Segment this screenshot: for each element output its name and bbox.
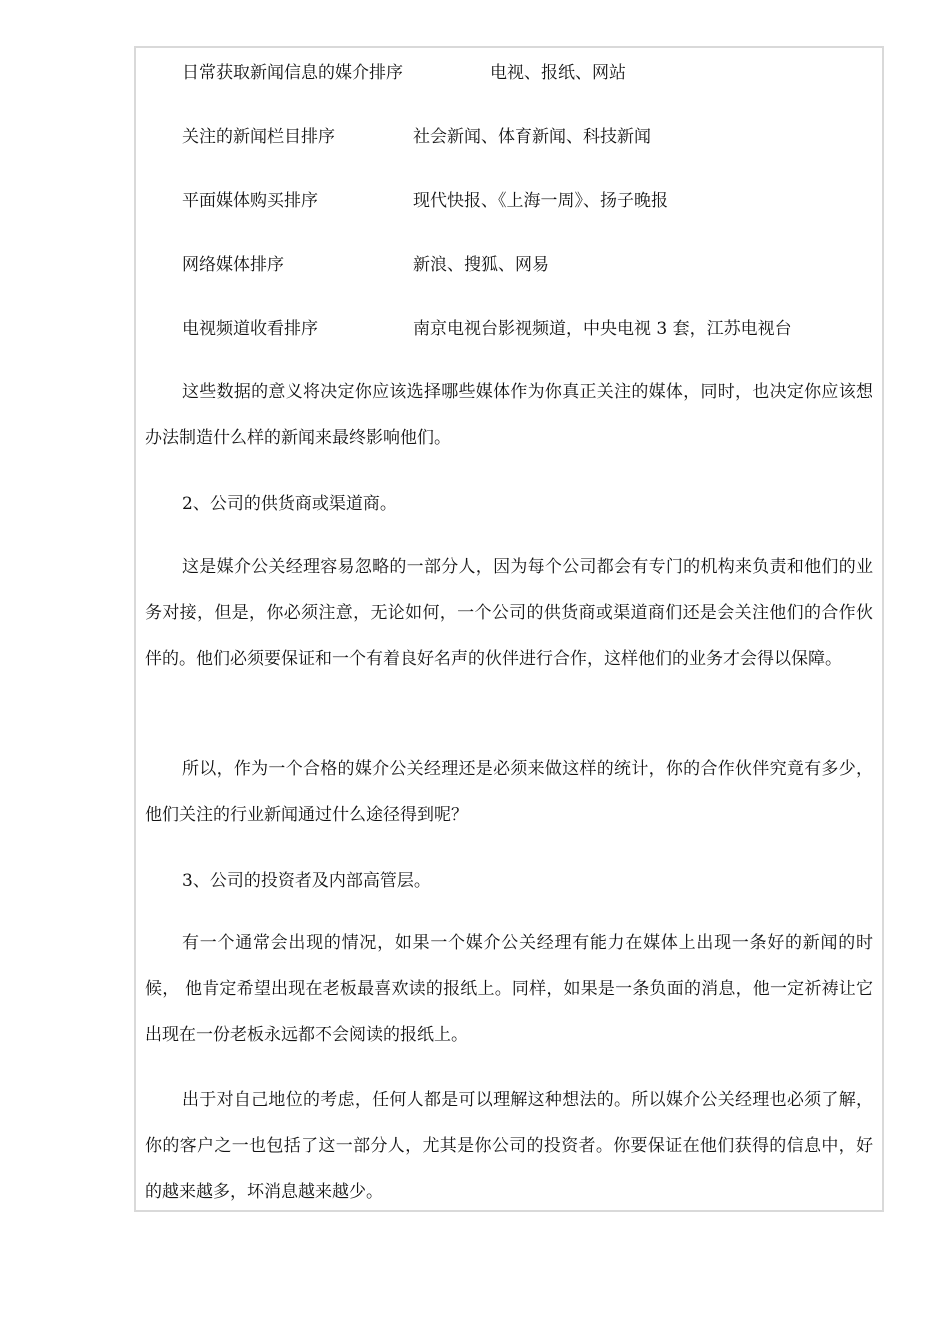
table-row-value: 电视、报纸、网站 <box>490 63 626 83</box>
table-row-value: 新浪、搜狐、网易 <box>413 255 549 275</box>
section-heading-suppliers: 2、公司的供货商或渠道商。 <box>182 494 397 514</box>
paragraph-statistics: 所以，作为一个合格的媒介公关经理还是必须来做这样的统计，你的合作伙伴究竟有多少，他们关注的行业新闻通过什么途径得到呢？ <box>145 759 873 825</box>
paragraph-suppliers: 这是媒介公关经理容易忽略的一部分人，因为每个公司都会有专门的机构来负责和他们的业务对接，但是，你必须注意，无论如何，一个公司的供货商或渠道商们还是会关注他们的合作伙伴的。他们必须要保证和一个有着良好名声的伙伴进行合作，这样他们的业务才会得以保障。 <box>145 557 873 669</box>
table-row-label: 日常获取新闻信息的媒介排序 <box>182 63 403 83</box>
table-row-label: 电视频道收看排序 <box>182 319 318 339</box>
table-row-value: 现代快报、《上海一周》、扬子晚报 <box>413 191 668 211</box>
paragraph-data-meaning: 这些数据的意义将决定你应该选择哪些媒体作为你真正关注的媒体，同时，也决定你应该想办法制造什么样的新闻来最终影响他们。 <box>145 382 873 448</box>
paragraph-self-interest: 出于对自己地位的考虑，任何人都是可以理解这种想法的。所以媒介公关经理也必须了解，你的客户之一也包括了这一部分人，尤其是你公司的投资者。你要保证在他们获得的信息中，好的越来越多，坏消息越来越少。 <box>145 1090 873 1202</box>
table-row-label: 关注的新闻栏目排序 <box>182 127 335 147</box>
table-row-label: 平面媒体购买排序 <box>182 191 318 211</box>
table-row-value: 社会新闻、体育新闻、科技新闻 <box>413 127 651 147</box>
table-row-label: 网络媒体排序 <box>182 255 284 275</box>
table-row-value: 南京电视台影视频道，中央电视 3 套，江苏电视台 <box>413 319 792 339</box>
paragraph-investors: 有一个通常会出现的情况，如果一个媒介公关经理有能力在媒体上出现一条好的新闻的时候， 他肯定希望出现在老板最喜欢读的报纸上。同样，如果是一条负面的消息，他一定祈祷让它出现在一份老板永远都不会阅读的报纸上。 <box>145 933 873 1045</box>
section-heading-investors: 3、公司的投资者及内部高管层。 <box>182 871 431 891</box>
